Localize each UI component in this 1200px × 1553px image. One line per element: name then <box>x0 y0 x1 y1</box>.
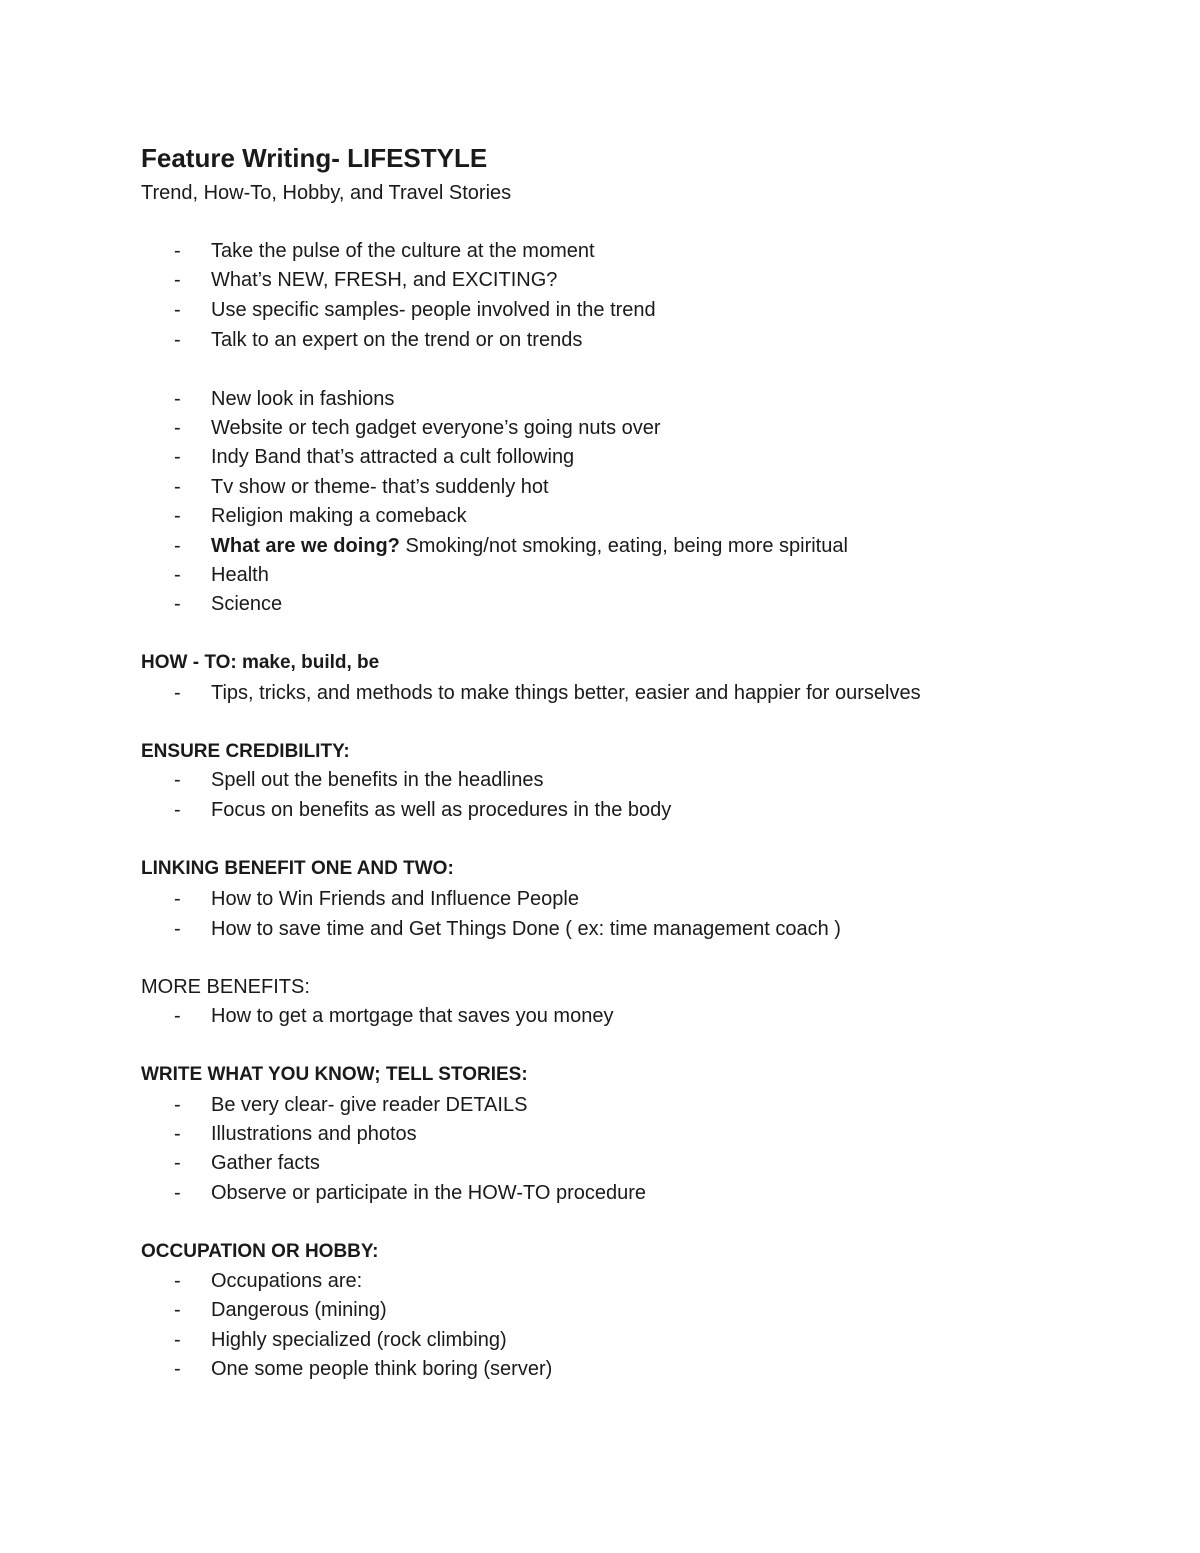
bullet-dash: - <box>174 329 181 351</box>
bullet-dash: - <box>174 1182 181 1204</box>
bullet-dash: - <box>174 1123 181 1145</box>
list-item: Take the pulse of the culture at the moment <box>211 240 595 262</box>
bullet-dash: - <box>174 799 181 821</box>
bullet-dash: - <box>174 1358 181 1380</box>
section-heading-linking: LINKING BENEFIT ONE AND TWO: <box>141 858 454 879</box>
bullet-dash: - <box>174 1270 181 1292</box>
list-item: What’s NEW, FRESH, and EXCITING? <box>211 269 558 291</box>
bullet-dash: - <box>174 593 181 615</box>
list-item-text: Smoking/not smoking, eating, being more spiritual <box>399 535 848 557</box>
bullet-dash: - <box>174 476 181 498</box>
list-item: Tv show or theme- that’s suddenly hot <box>211 476 549 498</box>
list-item: Health <box>211 564 269 586</box>
list-item: How to get a mortgage that saves you money <box>211 1005 614 1027</box>
list-item: One some people think boring (server) <box>211 1358 553 1380</box>
list-item: Gather facts <box>211 1152 320 1174</box>
bullet-dash: - <box>174 240 181 262</box>
bullet-dash: - <box>174 269 181 291</box>
document-title: Feature Writing- LIFESTYLE <box>141 143 488 173</box>
list-item: Talk to an expert on the trend or on trends <box>211 329 583 351</box>
list-item: Website or tech gadget everyone’s going nuts over <box>211 417 661 439</box>
list-item: New look in fashions <box>211 388 395 410</box>
bullet-dash: - <box>174 417 181 439</box>
list-item: Occupations are: <box>211 1270 363 1292</box>
bullet-dash: - <box>174 918 181 940</box>
bullet-dash: - <box>174 888 181 910</box>
list-item: Science <box>211 593 283 615</box>
list-item: Illustrations and photos <box>211 1123 417 1145</box>
list-item: Indy Band that’s attracted a cult following <box>211 446 575 468</box>
list-item: Dangerous (mining) <box>211 1299 387 1321</box>
bullet-dash: - <box>174 446 181 468</box>
bullet-dash: - <box>174 535 181 557</box>
list-item: Highly specialized (rock climbing) <box>211 1329 507 1351</box>
section-heading-credibility: ENSURE CREDIBILITY: <box>141 741 350 762</box>
bullet-dash: - <box>174 1299 181 1321</box>
bullet-dash: - <box>174 564 181 586</box>
bullet-dash: - <box>174 299 181 321</box>
document-subtitle: Trend, How-To, Hobby, and Travel Stories <box>141 182 512 204</box>
list-item: How to save time and Get Things Done ( ex: time management coach ) <box>211 918 841 940</box>
list-item: Be very clear- give reader DETAILS <box>211 1094 528 1116</box>
bullet-dash: - <box>174 1152 181 1174</box>
list-item: Spell out the benefits in the headlines <box>211 769 544 791</box>
section-heading-howto: HOW - TO: make, build, be <box>141 652 380 673</box>
section-heading-write-what: WRITE WHAT YOU KNOW; TELL STORIES: <box>141 1064 528 1085</box>
bullet-dash: - <box>174 1094 181 1116</box>
bullet-dash: - <box>174 769 181 791</box>
section-heading-more-benefits: MORE BENEFITS: <box>141 976 310 998</box>
list-item-mixed <box>211 532 848 560</box>
bullet-dash: - <box>174 1329 181 1351</box>
list-item: Focus on benefits as well as procedures in the body <box>211 799 672 821</box>
list-item: Observe or participate in the HOW-TO procedure <box>211 1182 646 1204</box>
bullet-dash: - <box>174 505 181 527</box>
emphasis-text: What are we doing? <box>211 535 400 557</box>
list-item: Religion making a comeback <box>211 505 467 527</box>
bullet-dash: - <box>174 1005 181 1027</box>
list-item: How to Win Friends and Influence People <box>211 888 579 910</box>
bullet-dash: - <box>174 388 181 410</box>
list-item: Tips, tricks, and methods to make things better, easier and happier for ourselves <box>211 682 921 704</box>
section-heading-occupation: OCCUPATION OR HOBBY: <box>141 1241 379 1262</box>
list-item: Use specific samples- people involved in the trend <box>211 299 656 321</box>
bullet-dash: - <box>174 682 181 704</box>
